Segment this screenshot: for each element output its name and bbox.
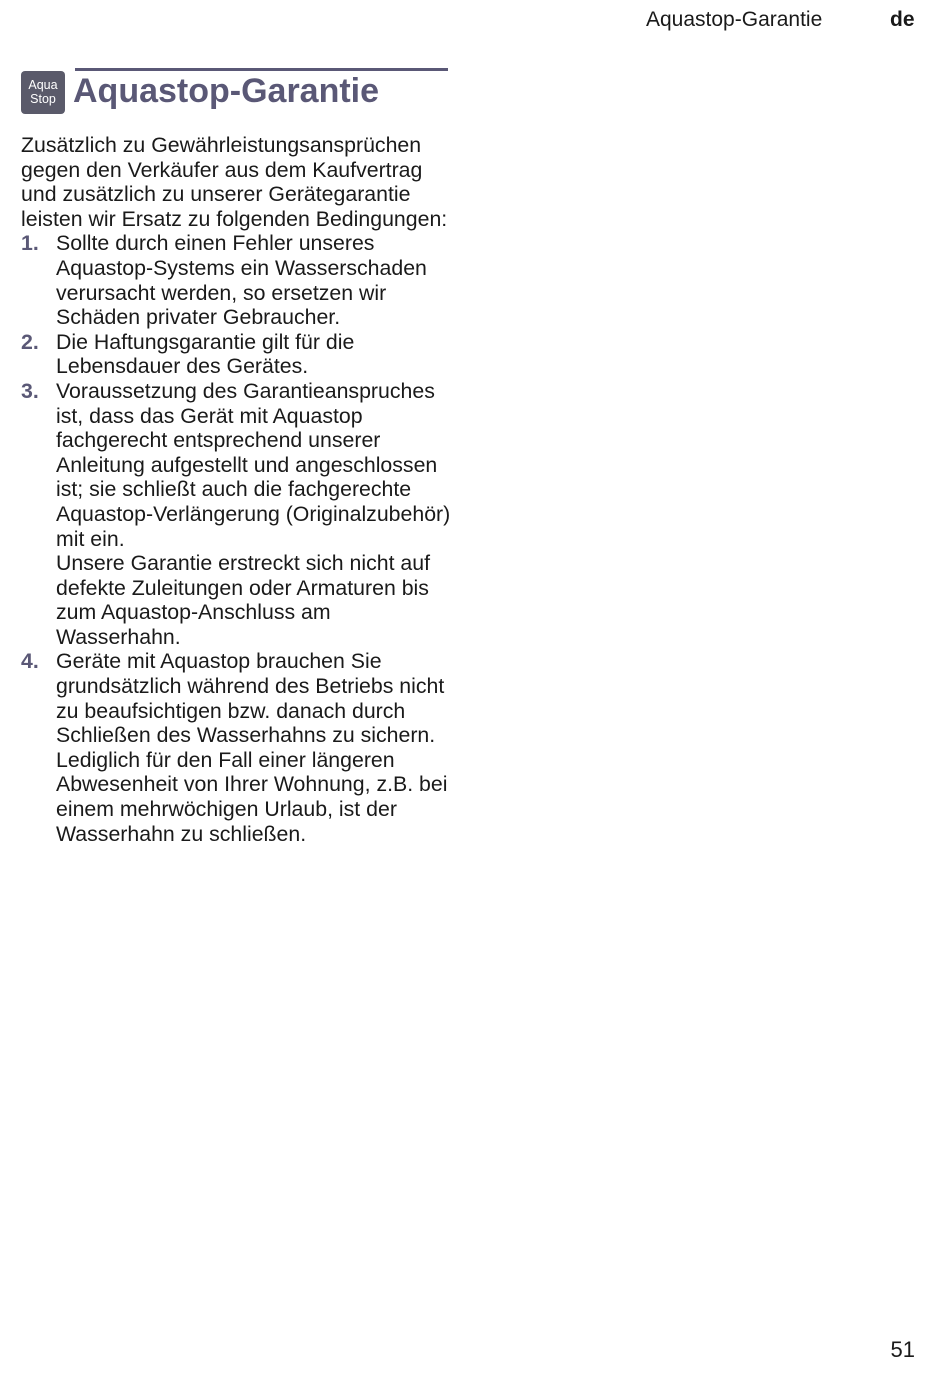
condition-text: Die Haftungsgarantie gilt für die Lebensdauer des Gerätes. [56, 329, 355, 379]
condition-item [21, 330, 451, 379]
page-number: 51 [890, 1337, 915, 1362]
condition-item [21, 379, 451, 650]
badge-line-1: Aqua [28, 78, 58, 92]
page-title: Aquastop-Garantie [73, 72, 380, 110]
running-header-language: de [890, 8, 915, 31]
conditions-list [21, 231, 451, 846]
condition-number: 2. [21, 329, 39, 354]
condition-text: Unsere Garantie erstreckt sich nicht auf defekte Zuleitungen oder Armaturen bis zum Aquastop-Anschluss am Wasserhahn. [56, 551, 431, 649]
aquastop-badge-icon [21, 71, 65, 114]
condition-number: 4. [21, 649, 39, 674]
condition-number: 1. [21, 231, 39, 256]
condition-text: Geräte mit Aquastop brauchen Sie grundsätzlich während des Betriebs nicht zu beaufsichtigen bzw. danach durch Schließen des Wasserhahns zu sichern. [56, 649, 445, 748]
condition-text: Voraussetzung des Garantieanspruches ist, dass das Gerät mit Aquastop fachgerecht entsprechend unserer Anleitung aufgestellt und angeschlossen ist; sie schließt auch die fachgerechte Aquastop-Verlängerung (Originalzubehör) mit ein. [56, 378, 451, 551]
running-header-section: Aquastop-Garantie [646, 8, 823, 31]
intro-paragraph: Zusätzlich zu Gewährleistungsansprüchen gegen den Verkäufer aus dem Kaufvertrag und zusätzlich zu unserer Gerätegarantie leisten wir Ersatz zu folgenden Bedingungen: [21, 133, 448, 231]
condition-item [21, 231, 451, 329]
condition-number: 3. [21, 378, 39, 403]
condition-text: Sollte durch einen Fehler unseres Aquastop-Systems ein Wasserschaden verursacht werden, so ersetzen wir Schäden privater Gebraucher. [56, 231, 427, 330]
title-rule [75, 68, 448, 71]
badge-line-2: Stop [30, 92, 56, 106]
condition-text: Lediglich für den Fall einer längeren Abwesenheit von Ihrer Wohnung, z.B. bei einem mehrwöchigen Urlaub, ist der Wasserhahn zu schließen. [56, 747, 448, 846]
condition-item [21, 649, 451, 846]
main-content [21, 133, 451, 846]
